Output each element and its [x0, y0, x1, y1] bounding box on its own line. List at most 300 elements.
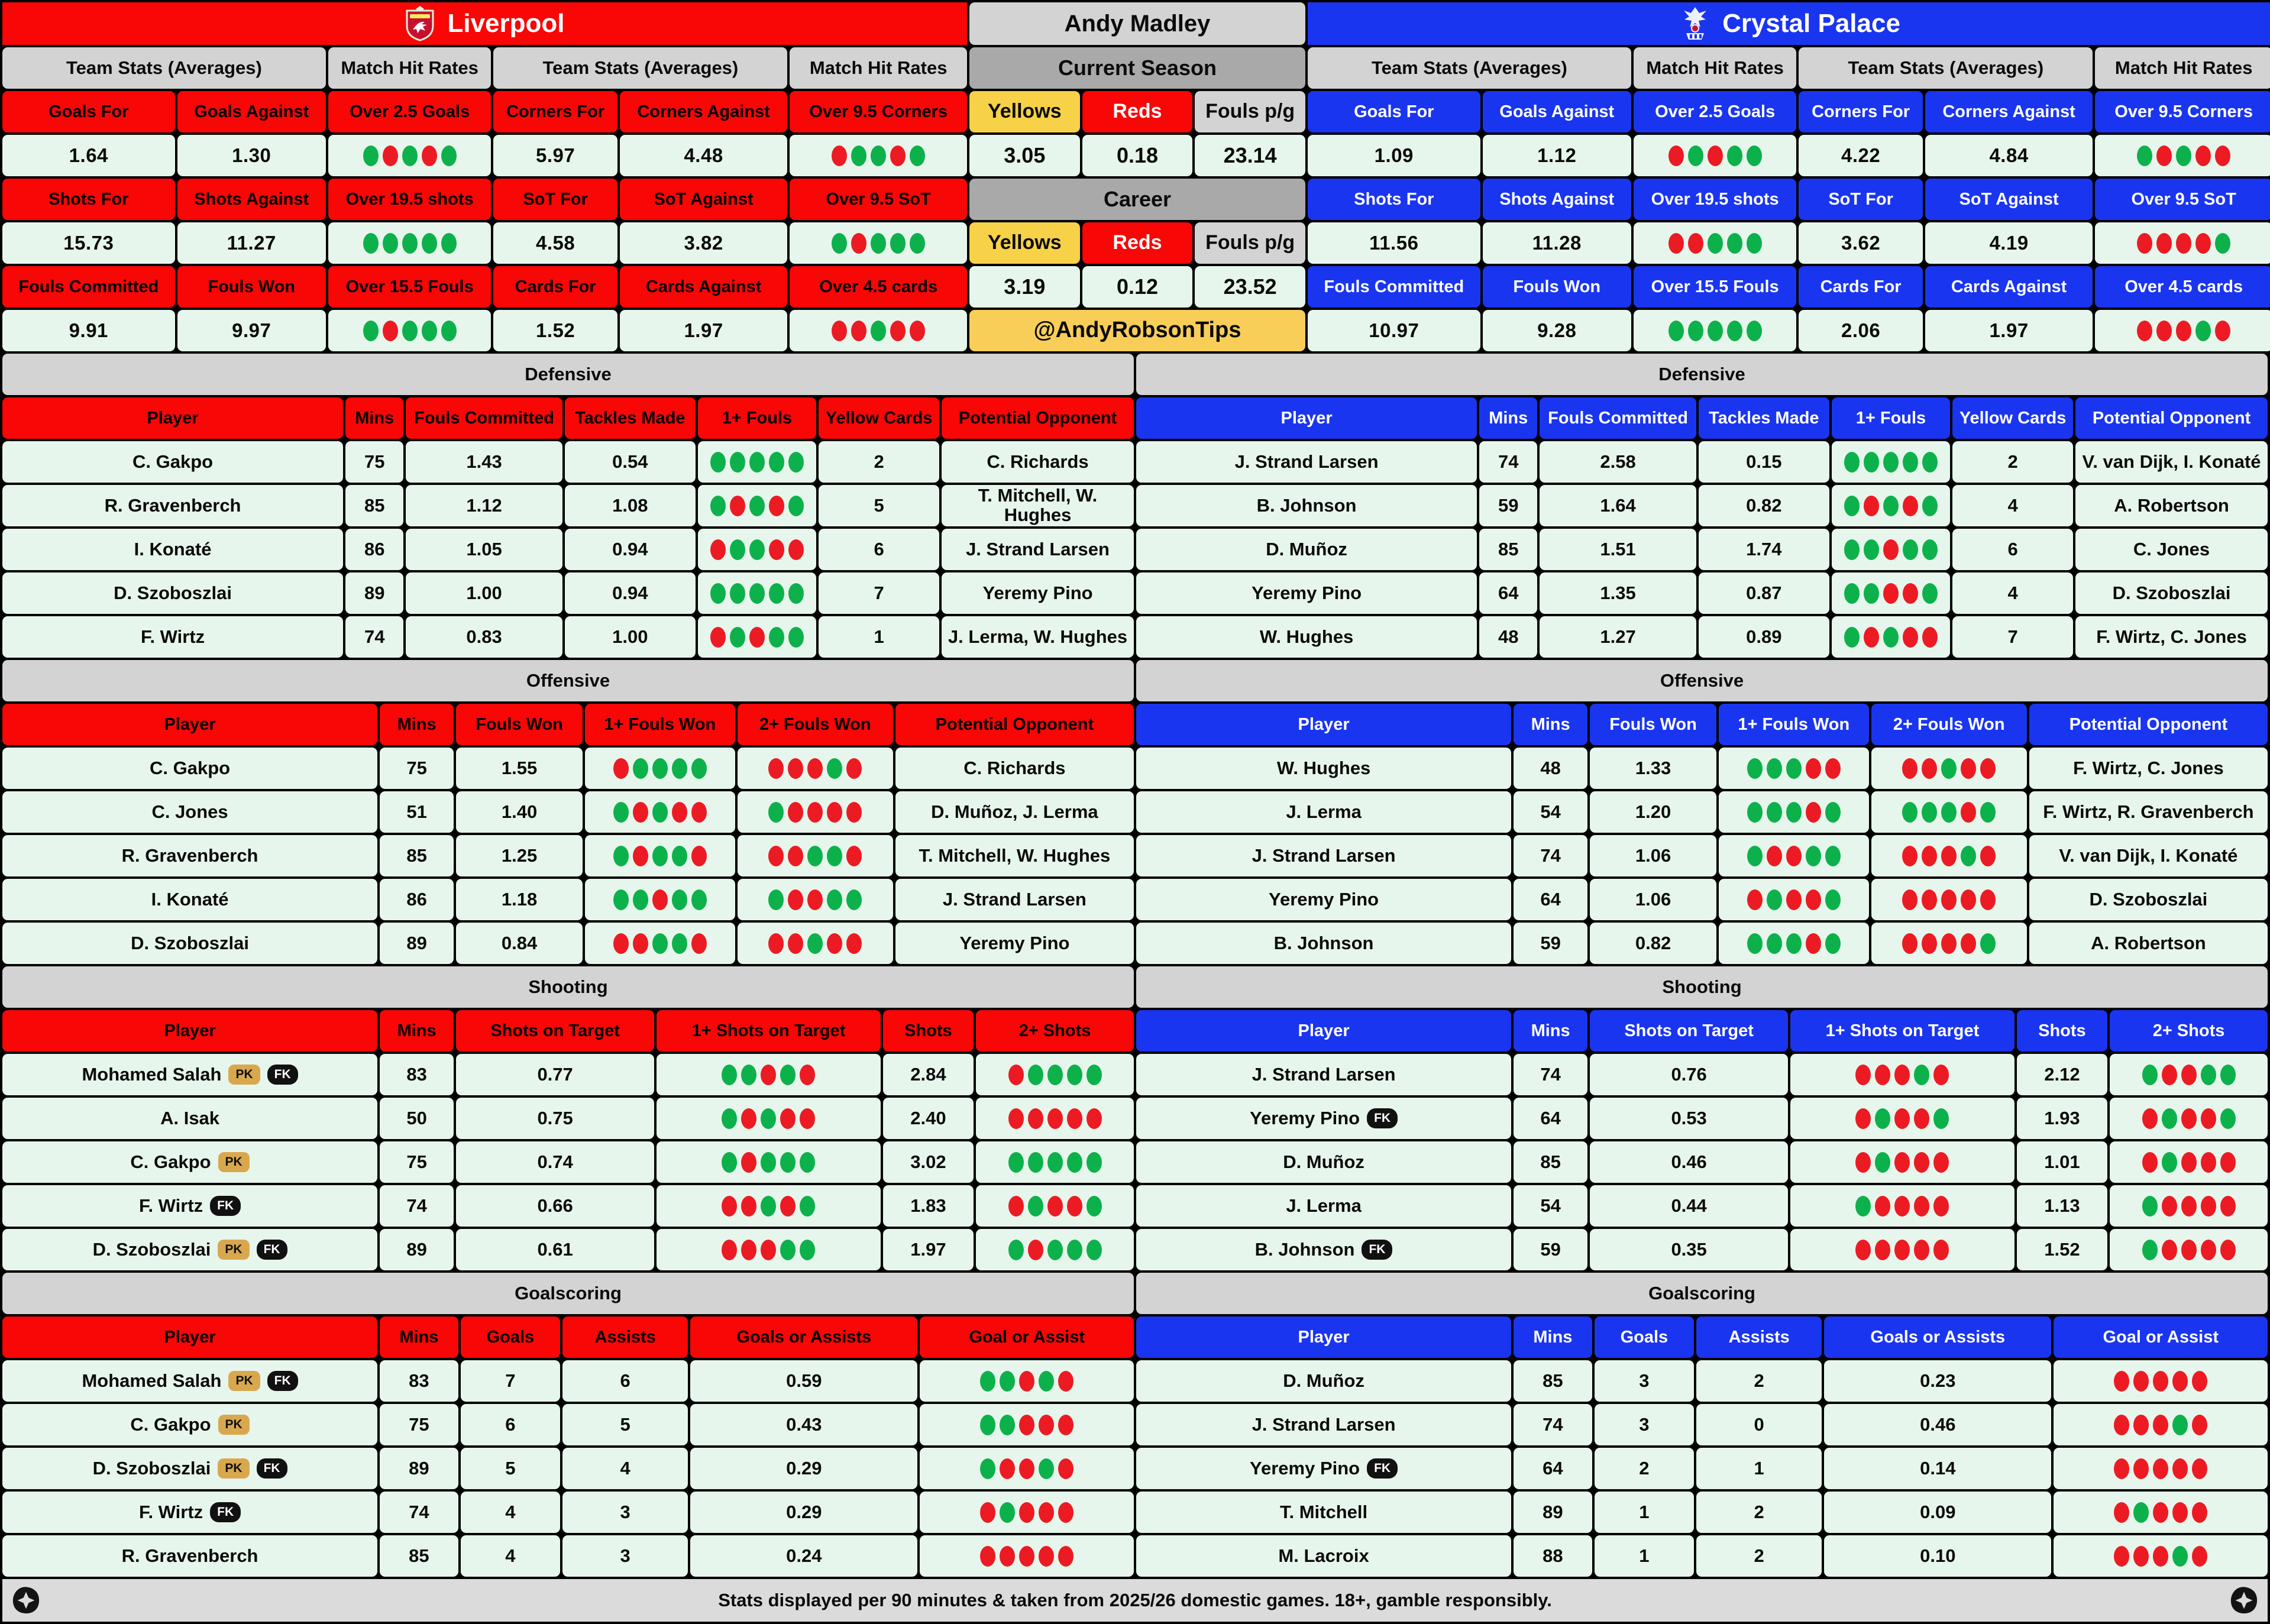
column-header: Goals	[461, 1316, 560, 1358]
defensive-tackles_made-value: 0.89	[1699, 616, 1829, 658]
red-miss-dot	[1058, 1415, 1073, 1435]
column-header: Player	[2, 397, 343, 439]
goalscoring-mins-value: 89	[1514, 1492, 1592, 1533]
shooting-shots_on_target-value: 0.76	[1590, 1054, 1788, 1095]
column-header: 1+ Shots on Target	[657, 1010, 881, 1052]
player-name: Yeremy Pino	[1250, 1457, 1360, 1479]
stat-value: 11.28	[1483, 222, 1631, 264]
player-name-cell	[1136, 879, 1511, 920]
dot-strip	[768, 933, 862, 954]
red-miss-dot	[1008, 1196, 1024, 1217]
player-name: J. Strand Larsen	[1252, 1413, 1396, 1435]
defensive-yellow_cards-value: 2	[1952, 441, 2073, 483]
stat-label: Fouls Committed	[1308, 266, 1480, 308]
green-hit-dot	[1087, 1152, 1102, 1173]
hit-rate-dots	[1719, 923, 1869, 964]
column-header: Player	[1136, 704, 1511, 745]
dot-strip	[1902, 802, 1996, 823]
palace-shooting-table	[1136, 966, 2268, 1270]
green-hit-dot	[1047, 1065, 1063, 1085]
green-hit-dot	[2162, 1108, 2177, 1129]
green-hit-dot	[780, 1065, 796, 1085]
player-name: F. Wirtz	[138, 1195, 203, 1216]
defensive-tackles_made-value: 0.94	[565, 572, 696, 614]
player-name-cell	[1136, 1535, 1511, 1577]
offensive-mins-value: 64	[1514, 879, 1587, 920]
goalscoring-assists-value: 6	[562, 1360, 688, 1402]
red-miss-dot	[1767, 846, 1782, 866]
hit-rate-dots	[328, 222, 491, 264]
shooting-mins-value: 89	[380, 1229, 454, 1270]
fouls-pg-header: Fouls p/g	[1195, 222, 1305, 264]
shooting-mins-value: 50	[380, 1098, 454, 1139]
red-miss-dot	[1903, 583, 1918, 604]
penalty-taker-badge: PK	[218, 1240, 249, 1260]
green-hit-dot	[422, 321, 437, 341]
hit-rate-dots	[738, 748, 893, 789]
hit-rate-dots	[976, 1229, 1134, 1270]
defensive-fouls_committed-value: 1.43	[406, 441, 562, 483]
reds-header: Reds	[1082, 222, 1193, 264]
column-header: 1+ Shots on Target	[1790, 1010, 2014, 1052]
hit-rate-dots	[2110, 1054, 2268, 1095]
green-hit-dot	[980, 1415, 995, 1435]
offensive-fouls_won-value: 1.40	[456, 791, 583, 833]
green-hit-dot	[769, 627, 784, 648]
column-header: Tackles Made	[1699, 397, 1829, 439]
defensive-mins-value: 74	[345, 616, 403, 658]
green-hit-dot	[441, 233, 457, 254]
player-name: D. Muñoz	[1283, 1370, 1364, 1391]
section-title-shooting: Shooting	[1136, 966, 2268, 1008]
green-hit-dot	[1039, 1371, 1054, 1392]
match-hit-rates-header: Match Hit Rates	[790, 47, 967, 89]
player-name: M. Lacroix	[1278, 1545, 1369, 1566]
hit-rate-dots	[790, 135, 967, 176]
red-miss-dot	[1875, 1240, 1890, 1260]
player-name-cell	[1136, 835, 1511, 876]
green-hit-dot	[1903, 452, 1918, 473]
defensive-mins-value: 74	[1479, 441, 1537, 483]
goalscoring-goals_or_assists-value: 0.43	[690, 1404, 917, 1445]
red-miss-dot	[1961, 933, 1976, 954]
green-hit-dot	[1922, 802, 1937, 823]
goalscoring-mins-value: 74	[380, 1492, 458, 1533]
player-name-cell	[2, 748, 377, 789]
red-miss-dot	[846, 933, 862, 954]
stat-value: 1.97	[1925, 310, 2093, 351]
green-hit-dot	[691, 758, 707, 779]
green-hit-dot	[1933, 1108, 1949, 1129]
disclaimer-text: Stats displayed per 90 minutes & taken from 2025/26 domestic games. 18+, gamble responsibly.	[718, 1590, 1552, 1610]
offensive-fouls_won-value: 0.82	[1590, 923, 1716, 964]
hit-rate-dots	[1790, 1229, 2014, 1270]
dot-strip	[1747, 933, 1841, 954]
column-header: Shots	[2017, 1010, 2107, 1052]
hit-rate-dots	[920, 1492, 1134, 1533]
red-miss-dot	[749, 627, 765, 648]
red-miss-dot	[2195, 145, 2211, 166]
defensive-opponent-value: V. van Dijk, I. Konaté	[2075, 441, 2268, 483]
green-hit-dot	[1786, 933, 1802, 954]
red-miss-dot	[1875, 1196, 1890, 1217]
red-miss-dot	[2192, 1458, 2207, 1479]
red-miss-dot	[788, 758, 803, 779]
hit-rate-dots	[1871, 923, 2027, 964]
red-miss-dot	[1039, 1415, 1054, 1435]
offensive-mins-value: 85	[380, 835, 454, 876]
defensive-mins-value: 86	[345, 529, 403, 570]
liverpool-shooting-table	[2, 966, 1134, 1270]
dot-strip	[613, 846, 707, 866]
green-hit-dot	[613, 802, 629, 823]
green-hit-dot	[761, 1196, 776, 1217]
hit-rate-dots	[657, 1229, 881, 1270]
defensive-mins-value: 85	[1479, 529, 1537, 570]
section-title-defensive: Defensive	[1136, 354, 2268, 395]
red-miss-dot	[1914, 1152, 1929, 1173]
red-miss-dot	[2215, 321, 2230, 341]
red-miss-dot	[910, 321, 925, 341]
hit-rate-dots	[1832, 441, 1950, 483]
green-hit-dot	[1000, 1502, 1015, 1523]
offensive-row	[2, 660, 2268, 964]
player-name: J. Strand Larsen	[1234, 451, 1379, 472]
penalty-taker-badge: PK	[218, 1415, 250, 1435]
column-header: Player	[2, 704, 377, 745]
green-hit-dot	[910, 233, 925, 254]
red-miss-dot	[890, 145, 906, 166]
hit-rate-dots	[328, 310, 491, 351]
red-miss-dot	[741, 1240, 756, 1260]
match-hit-rates-header: Match Hit Rates	[1634, 47, 1796, 89]
green-hit-dot	[788, 627, 804, 648]
player-name-cell	[1136, 923, 1511, 964]
green-hit-dot	[910, 145, 925, 166]
dot-strip	[1747, 758, 1841, 779]
red-miss-dot	[1008, 1108, 1024, 1129]
goalscoring-goals-value: 5	[461, 1448, 560, 1489]
green-hit-dot	[749, 539, 765, 560]
defensive-mins-value: 48	[1479, 616, 1537, 658]
player-name-cell	[2, 616, 343, 658]
green-hit-dot	[1825, 846, 1841, 866]
goalscoring-goals_or_assists-value: 0.29	[690, 1448, 917, 1489]
stat-label: Cards Against	[1925, 266, 2093, 308]
hit-rate-dots	[585, 835, 735, 876]
player-name: I. Konaté	[134, 538, 212, 559]
dot-strip	[1668, 233, 1762, 254]
column-header: Yellow Cards	[1952, 397, 2073, 439]
player-name: D. Szoboszlai	[92, 1457, 211, 1479]
dot-strip	[2137, 233, 2230, 254]
red-miss-dot	[1864, 496, 1879, 516]
player-name-cell	[2, 791, 377, 833]
red-miss-dot	[1058, 1371, 1073, 1392]
penalty-taker-badge: PK	[228, 1065, 260, 1085]
green-hit-dot	[1875, 1108, 1890, 1129]
player-name: W. Hughes	[1259, 626, 1354, 647]
player-name: F. Wirtz	[140, 626, 205, 647]
red-miss-dot	[2176, 233, 2191, 254]
column-header: 2+ Fouls Won	[738, 704, 893, 745]
player-name-cell	[2, 835, 377, 876]
stat-value: 3.82	[620, 222, 788, 264]
dot-strip	[1844, 539, 1938, 560]
hit-rate-dots	[920, 1448, 1134, 1489]
shooting-mins-value: 64	[1514, 1098, 1587, 1139]
dot-strip	[980, 1502, 1073, 1523]
green-hit-dot	[1087, 1240, 1102, 1260]
green-hit-dot	[800, 1196, 815, 1217]
green-hit-dot	[1980, 802, 1996, 823]
red-miss-dot	[2153, 1546, 2168, 1567]
hit-rate-dots	[2110, 1141, 2268, 1183]
green-hit-dot	[890, 233, 906, 254]
column-header: Fouls Won	[456, 704, 583, 745]
green-hit-dot	[1864, 583, 1879, 604]
palace-goalscoring-table	[1136, 1273, 2268, 1577]
career-yellows-value: 3.19	[969, 266, 1080, 308]
red-miss-dot	[769, 496, 784, 516]
shooting-shots-value: 1.83	[883, 1185, 974, 1227]
red-miss-dot	[2137, 233, 2152, 254]
green-hit-dot	[691, 889, 707, 910]
player-name: Mohamed Salah	[82, 1370, 222, 1391]
green-hit-dot	[1922, 496, 1938, 516]
red-miss-dot	[633, 846, 648, 866]
goalscoring-goals-value: 7	[461, 1360, 560, 1402]
dot-strip	[710, 539, 804, 560]
red-miss-dot	[1961, 802, 1976, 823]
red-miss-dot	[2215, 145, 2230, 166]
palace-top-panel	[1308, 2, 2270, 351]
hit-rate-dots	[1790, 1185, 2014, 1227]
red-miss-dot	[2192, 1415, 2207, 1435]
red-miss-dot	[2195, 233, 2211, 254]
red-miss-dot	[1708, 145, 1723, 166]
green-hit-dot	[2142, 1196, 2158, 1217]
defensive-yellow_cards-value: 7	[1952, 616, 2073, 658]
defensive-fouls_committed-value: 1.05	[406, 529, 562, 570]
offensive-fouls_won-value: 1.25	[456, 835, 583, 876]
red-miss-dot	[2181, 1108, 2197, 1129]
player-name-cell	[2, 923, 377, 964]
hit-rate-dots	[920, 1360, 1134, 1402]
column-header: Player	[1136, 1316, 1511, 1358]
player-name: R. Gravenberch	[104, 494, 241, 516]
goalscoring-mins-value: 83	[380, 1360, 458, 1402]
defensive-mins-value: 64	[1479, 572, 1537, 614]
green-hit-dot	[741, 1065, 756, 1085]
stat-value: 11.27	[177, 222, 326, 264]
team-stats-averages-header: Team Stats (Averages)	[1308, 47, 1631, 89]
player-name-cell	[1136, 1141, 1511, 1183]
green-hit-dot	[2172, 1415, 2188, 1435]
green-hit-dot	[2220, 1108, 2236, 1129]
defensive-opponent-value: C. Richards	[942, 441, 1134, 483]
dot-strip	[768, 802, 862, 823]
red-miss-dot	[780, 1196, 796, 1217]
shooting-mins-value: 85	[1514, 1141, 1587, 1183]
dot-strip	[2142, 1240, 2236, 1260]
stat-label: Corners For	[1799, 91, 1922, 132]
red-miss-dot	[807, 802, 823, 823]
offensive-opponent-value: V. van Dijk, I. Konaté	[2029, 835, 2268, 876]
shooting-shots-value: 1.52	[2017, 1229, 2107, 1270]
stat-value: 4.19	[1925, 222, 2093, 264]
red-miss-dot	[722, 1196, 737, 1217]
green-hit-dot	[1903, 539, 1918, 560]
red-miss-dot	[1019, 1546, 1034, 1567]
offensive-opponent-value: D. Szoboszlai	[2029, 879, 2268, 920]
stat-value: 9.91	[2, 310, 175, 351]
player-name-cell	[1136, 1360, 1511, 1402]
offensive-mins-value: 75	[380, 748, 454, 789]
defensive-fouls_committed-value: 1.35	[1540, 572, 1696, 614]
defensive-yellow_cards-value: 7	[819, 572, 939, 614]
red-miss-dot	[633, 802, 648, 823]
defensive-fouls_committed-value: 0.83	[406, 616, 562, 658]
player-name-cell	[1136, 1098, 1511, 1139]
player-name: I. Konaté	[151, 888, 229, 910]
dot-strip	[1747, 889, 1841, 910]
stat-label: Shots Against	[1483, 179, 1631, 220]
green-hit-dot	[652, 802, 668, 823]
red-miss-dot	[1806, 758, 1821, 779]
green-hit-dot	[871, 145, 886, 166]
defensive-opponent-value: J. Lerma, W. Hughes	[942, 616, 1134, 658]
green-hit-dot	[871, 321, 886, 341]
player-name-cell	[2, 1229, 377, 1270]
hit-rate-dots	[698, 485, 816, 526]
hit-rate-dots	[976, 1185, 1134, 1227]
shooting-shots-value: 1.97	[883, 1229, 974, 1270]
green-hit-dot	[1688, 145, 1703, 166]
column-header: Mins	[1514, 1010, 1587, 1052]
green-hit-dot	[749, 452, 765, 473]
red-miss-dot	[2156, 145, 2172, 166]
column-header: Fouls Won	[1590, 704, 1716, 745]
green-hit-dot	[1767, 933, 1782, 954]
red-miss-dot	[1914, 1108, 1929, 1129]
green-hit-dot	[2176, 145, 2191, 166]
green-hit-dot	[788, 583, 804, 604]
red-miss-dot	[672, 802, 687, 823]
column-header: Mins	[380, 1316, 458, 1358]
liverpool-defensive-table	[2, 354, 1134, 658]
column-header: 1+ Fouls Won	[585, 704, 735, 745]
dot-strip	[1855, 1108, 1949, 1129]
brand-logo-icon	[2230, 1586, 2258, 1615]
dot-strip	[2142, 1196, 2236, 1217]
column-header: Player	[1136, 1010, 1511, 1052]
dot-strip	[1844, 496, 1938, 516]
green-hit-dot	[722, 1108, 737, 1129]
hit-rate-dots	[2110, 1185, 2268, 1227]
red-miss-dot	[1903, 496, 1918, 516]
red-miss-dot	[1747, 889, 1763, 910]
column-header: Tackles Made	[565, 397, 696, 439]
team-name: Liverpool	[447, 8, 565, 38]
referee-name: Andy Madley	[969, 2, 1305, 45]
column-header: 1+ Fouls Won	[1719, 704, 1869, 745]
column-header: Mins	[1514, 1316, 1592, 1358]
red-miss-dot	[1067, 1108, 1082, 1129]
palace-defensive-table	[1136, 354, 2268, 658]
dot-strip	[1668, 145, 1762, 166]
defensive-yellow_cards-value: 2	[819, 441, 939, 483]
red-miss-dot	[1047, 1196, 1063, 1217]
green-hit-dot	[1747, 933, 1763, 954]
dot-strip	[1855, 1240, 1949, 1260]
hit-rate-dots	[1719, 835, 1869, 876]
stat-label: Over 9.5 SoT	[2095, 179, 2270, 220]
section-title-offensive: Offensive	[1136, 660, 2268, 701]
red-miss-dot	[807, 758, 823, 779]
red-miss-dot	[827, 802, 842, 823]
red-miss-dot	[2220, 1240, 2236, 1260]
red-miss-dot	[1019, 1371, 1034, 1392]
green-hit-dot	[768, 802, 784, 823]
green-hit-dot	[1825, 889, 1841, 910]
offensive-fouls_won-value: 1.06	[1590, 835, 1716, 876]
defensive-mins-value: 59	[1479, 485, 1537, 526]
green-hit-dot	[710, 496, 726, 516]
green-hit-dot	[846, 889, 862, 910]
hit-rate-dots	[1871, 791, 2027, 833]
green-hit-dot	[1786, 802, 1802, 823]
shooting-shots_on_target-value: 0.77	[456, 1054, 654, 1095]
dot-strip	[980, 1371, 1073, 1392]
red-miss-dot	[2176, 321, 2191, 341]
hit-rate-dots	[1790, 1141, 2014, 1183]
stat-value: 4.22	[1799, 135, 1922, 176]
column-header: Mins	[1514, 704, 1587, 745]
hit-rate-dots	[328, 135, 491, 176]
red-miss-dot	[800, 1065, 815, 1085]
goalscoring-goals-value: 3	[1595, 1404, 1694, 1445]
red-miss-dot	[1864, 627, 1879, 648]
dot-strip	[1902, 933, 1996, 954]
hit-rate-dots	[585, 879, 735, 920]
dot-strip	[2142, 1152, 2236, 1173]
defensive-fouls_committed-value: 1.12	[406, 485, 562, 526]
liverpool-offensive-table	[2, 660, 1134, 964]
red-miss-dot	[2114, 1546, 2129, 1567]
stat-label: Corners For	[493, 91, 617, 132]
player-name-cell	[1136, 529, 1477, 570]
player-name: D. Muñoz	[1283, 1151, 1364, 1172]
section-title-goalscoring: Goalscoring	[1136, 1273, 2268, 1314]
green-hit-dot	[832, 233, 847, 254]
red-miss-dot	[2133, 1546, 2149, 1567]
hit-rate-dots	[2095, 222, 2270, 264]
stat-label: Cards Against	[620, 266, 788, 308]
green-hit-dot	[672, 933, 687, 954]
player-name: R. Gravenberch	[121, 1545, 258, 1566]
red-miss-dot	[846, 846, 862, 866]
stat-value: 4.48	[620, 135, 788, 176]
defensive-yellow_cards-value: 4	[1952, 485, 2073, 526]
red-miss-dot	[788, 933, 803, 954]
red-miss-dot	[2201, 1240, 2216, 1260]
defensive-mins-value: 89	[345, 572, 403, 614]
green-hit-dot	[1067, 1152, 1082, 1173]
green-hit-dot	[2133, 1502, 2149, 1523]
red-miss-dot	[422, 145, 437, 166]
defensive-yellow_cards-value: 6	[819, 529, 939, 570]
